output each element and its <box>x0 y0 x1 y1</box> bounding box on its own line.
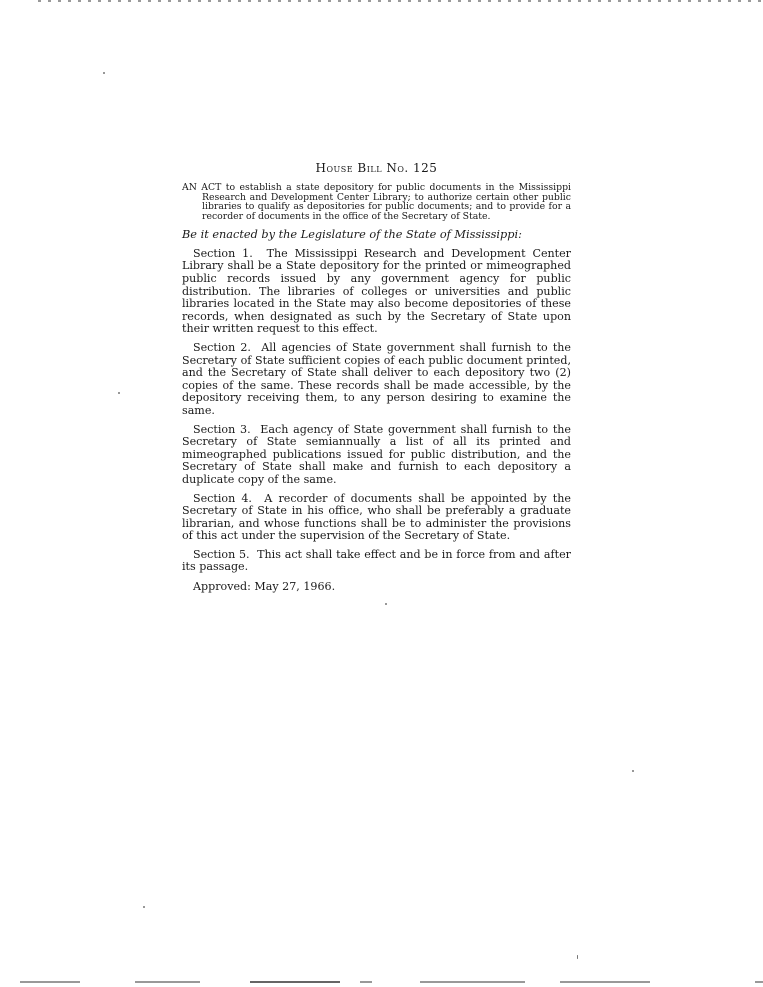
approval-date: Approved: May 27, 1966. <box>193 580 336 594</box>
section-label: Section 3. <box>193 422 251 436</box>
section-3 <box>182 424 571 487</box>
section-text: All agencies of State government shall furnish to the Secretary of State sufficient copies of each public document printed, and the Secretary of State shall deliver to each depository two (2) copies of the same. These records shall be made accessible, by the depository receiving them, to any person desiring to examine the same. <box>182 340 572 417</box>
section-text: Each agency of State government shall furnish to the Secretary of State semiannually a list of all its printed and mimeographed publications issued for public distribution, and the Secretary of State shall make and furnish to each depository a duplicate copy of the same. <box>182 422 571 486</box>
section-4 <box>182 493 571 543</box>
section-text: The Mississippi Research and Development Center Library shall be a State depository for the printed or mimeographed public records issued by any government agency for public distribution. The libraries of colleges or universities and public libraries located in the State may also become depositories of these records, when designated as such by the Secretary of State upon their written request to this effect. <box>182 246 571 336</box>
document-page <box>182 160 571 593</box>
section-1 <box>182 248 571 336</box>
enacting-clause: Be it enacted by the Legislature of the State of Mississippi: <box>182 227 522 241</box>
section-label: Section 4. <box>193 491 252 505</box>
section-text: This act shall take effect and be in force from and after its passage. <box>182 547 571 574</box>
scan-speck <box>385 603 387 605</box>
scan-speck <box>143 906 145 908</box>
section-label: Section 5. <box>193 547 250 561</box>
scan-speck <box>577 955 578 959</box>
section-label: Section 1. <box>193 246 253 260</box>
scan-bottom-edge <box>0 981 763 984</box>
bill-title: House Bill No. 125 <box>315 161 438 175</box>
section-text: A recorder of documents shall be appointed by the Secretary of State in his office, who shall be preferably a graduate librarian, and whose functions shall be to administer the provisions of this act under the supervision of the Secretary of State. <box>182 491 571 543</box>
scan-speck <box>103 72 105 74</box>
scan-speck <box>118 392 120 394</box>
section-label: Section 2. <box>193 340 251 354</box>
section-2 <box>182 342 571 418</box>
scan-speck <box>632 770 634 772</box>
section-5 <box>182 549 571 574</box>
scan-top-border <box>38 0 763 2</box>
act-preamble: AN ACT to establish a state depository for public documents in the Mississippi Research and Development Center Library; to authorize certain other public libraries to qualify as depositories for public documents; and to provide for a recorder of documents in the office of the Secretary of State. <box>182 182 571 223</box>
